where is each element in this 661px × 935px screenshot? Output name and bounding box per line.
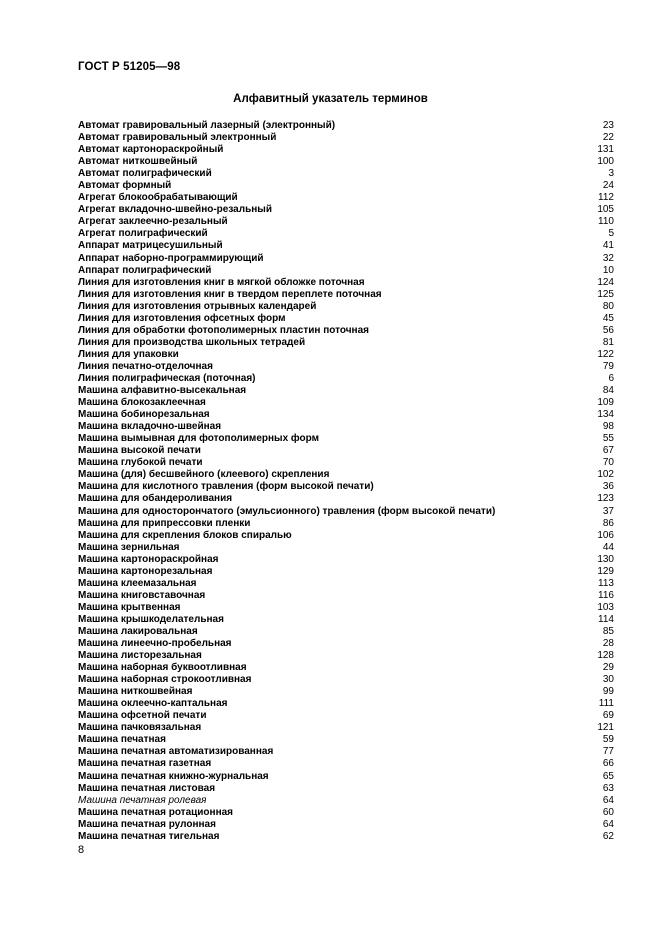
index-term: Машина для обандероливания	[78, 493, 233, 505]
index-page-ref: 36	[602, 481, 614, 493]
index-term: Машина печатная	[78, 734, 166, 746]
index-entry	[78, 506, 614, 518]
index-term: Агрегат блокообрабатывающий	[78, 192, 238, 204]
index-term: Машина печатная листовая	[78, 782, 216, 794]
index-page-ref: 114	[598, 613, 614, 625]
index-entry	[78, 313, 614, 325]
index-entry	[78, 566, 614, 578]
index-entry	[78, 578, 614, 590]
index-page-ref: 56	[602, 324, 614, 336]
index-entry	[78, 204, 614, 216]
index-entry	[78, 783, 614, 795]
index-term: Машина картонораскройная	[78, 553, 219, 565]
index-entry	[78, 301, 614, 313]
index-term: Машина глубокой печати	[78, 457, 203, 469]
index-entry	[78, 554, 614, 566]
index-page-ref: 122	[597, 348, 614, 360]
index-term: Линия для изготовления книг в мягкой обложке поточная	[78, 276, 365, 288]
index-entry	[78, 614, 614, 626]
index-page-ref: 111	[598, 698, 614, 710]
index-page-ref: 60	[602, 806, 614, 818]
index-entry	[78, 337, 614, 349]
index-entry	[78, 650, 614, 662]
index-page-ref: 84	[602, 385, 614, 397]
index-entry	[78, 493, 614, 505]
index-term: Автомат ниткошвейный	[78, 156, 198, 168]
index-page-ref: 131	[597, 144, 614, 156]
index-term: Машина алфавитно-высекальная	[78, 385, 247, 397]
index-term: Линия полиграфическая (поточная)	[78, 372, 256, 384]
index-entry	[78, 457, 614, 469]
index-page-ref: 112	[598, 192, 614, 204]
index-page-ref: 67	[602, 445, 614, 457]
index-entry	[78, 698, 614, 710]
index-entry	[78, 132, 614, 144]
index-page-ref: 103	[597, 601, 614, 613]
index-page-ref: 6	[608, 372, 614, 384]
index-term: Автомат гравировальный лазерный (электронный)	[78, 120, 336, 131]
index-term: Машина оклеечно-каптальная	[78, 698, 228, 710]
index-term: Машина книговставочная	[78, 589, 206, 601]
index-page-ref: 62	[602, 830, 614, 842]
index-term: Машина клеемазальная	[78, 577, 197, 589]
index-page-ref: 110	[598, 216, 614, 228]
index-term: Машина линеечно-пробельная	[78, 638, 232, 650]
index-page-ref: 123	[597, 493, 614, 505]
index-term: Машина ниткошвейная	[78, 686, 193, 698]
index-entry	[78, 421, 614, 433]
index-term: Машина печатная автоматизированная	[78, 746, 274, 758]
index-entry	[78, 349, 614, 361]
index-term: Машина (для) бесшвейного (клеевого) скрепления	[78, 469, 330, 481]
index-entry	[78, 758, 614, 770]
index-page-ref: 23	[602, 120, 614, 131]
index-page-ref: 81	[602, 336, 614, 348]
index-entry	[78, 662, 614, 674]
index-page-ref: 5	[608, 228, 614, 240]
index-page-ref: 66	[602, 758, 614, 770]
index-entry	[78, 674, 614, 686]
index-page-ref: 70	[602, 457, 614, 469]
index-term: Машина бобинорезальная	[78, 409, 210, 421]
index-term: Аппарат полиграфический	[78, 264, 212, 276]
index-page-ref: 69	[602, 710, 614, 722]
index-entry	[78, 530, 614, 542]
index-entry	[78, 433, 614, 445]
index-term: Машина печатная рулонная	[78, 818, 216, 830]
index-term: Автомат формный	[78, 180, 172, 192]
index-entry	[78, 228, 614, 240]
index-page-ref: 129	[597, 565, 614, 577]
index-page-ref: 65	[602, 770, 614, 782]
index-term: Автомат картонораскройный	[78, 144, 224, 156]
index-term: Автомат гравировальный электронный	[78, 132, 277, 144]
index-term: Аппарат матрицесушильный	[78, 240, 223, 252]
index-entry	[78, 722, 614, 734]
index-entry	[78, 638, 614, 650]
index-term: Линия для обработки фотополимерных пластин поточная	[78, 324, 369, 336]
index-term: Машина для скрепления блоков спиралью	[78, 529, 292, 541]
index-page-ref: 64	[602, 794, 614, 806]
index-entry	[78, 144, 614, 156]
index-entry	[78, 240, 614, 252]
index-entry	[78, 361, 614, 373]
term-index-list	[78, 120, 614, 843]
index-page-ref: 30	[602, 674, 614, 686]
index-page-ref: 98	[602, 421, 614, 433]
index-entry	[78, 542, 614, 554]
index-page-ref: 41	[602, 240, 614, 252]
index-term: Машина для кислотного травления (форм высокой печати)	[78, 481, 374, 493]
index-page-ref: 125	[597, 288, 614, 300]
index-term: Агрегат заклеечно-резальный	[78, 216, 228, 228]
index-entry	[78, 156, 614, 168]
index-term: Агрегат полиграфический	[78, 228, 208, 240]
index-page-ref: 77	[602, 746, 614, 758]
index-term: Машина офсетной печати	[78, 710, 207, 722]
index-entry	[78, 445, 614, 457]
index-term: Линия для изготовления отрывных календарей	[78, 300, 317, 312]
index-title: Алфавитный указатель терминов	[233, 93, 428, 105]
index-entry	[78, 795, 614, 807]
index-term: Машина печатная тигельная	[78, 830, 220, 842]
index-term: Машина листорезальная	[78, 650, 202, 662]
index-term: Машина пачковязальная	[78, 722, 202, 734]
index-page-ref: 102	[597, 469, 614, 481]
index-page-ref: 24	[602, 180, 614, 192]
index-entry	[78, 192, 614, 204]
index-entry	[78, 120, 614, 132]
index-term: Линия печатно-отделочная	[78, 360, 213, 372]
index-page-ref: 10	[602, 264, 614, 276]
index-entry	[78, 590, 614, 602]
index-page-ref: 55	[602, 433, 614, 445]
index-term: Машина вымывная для фотополимерных форм	[78, 433, 320, 445]
index-entry	[78, 602, 614, 614]
index-entry	[78, 277, 614, 289]
index-page-ref: 105	[597, 204, 614, 216]
index-term: Машина вкладочно-швейная	[78, 421, 222, 433]
index-page-ref: 37	[602, 505, 614, 517]
index-entry	[78, 746, 614, 758]
index-page-ref: 28	[602, 638, 614, 650]
index-page-ref: 45	[602, 312, 614, 324]
index-entry	[78, 265, 614, 277]
index-entry	[78, 807, 614, 819]
index-page-ref: 130	[597, 553, 614, 565]
index-term: Машина наборная буквоотливная	[78, 662, 247, 674]
index-page-ref: 109	[597, 397, 614, 409]
index-entry	[78, 216, 614, 228]
index-term: Линия для изготовления офсетных форм	[78, 312, 286, 324]
index-page-ref: 59	[602, 734, 614, 746]
index-page-ref: 99	[602, 686, 614, 698]
index-term: Машина высокой печати	[78, 445, 201, 457]
index-term: Машина лакировальная	[78, 625, 198, 637]
index-entry	[78, 385, 614, 397]
index-entry	[78, 289, 614, 301]
index-term: Машина крытвенная	[78, 601, 181, 613]
index-page-ref: 86	[602, 517, 614, 529]
index-entry	[78, 734, 614, 746]
index-entry	[78, 481, 614, 493]
index-entry	[78, 397, 614, 409]
index-entry	[78, 518, 614, 530]
index-entry	[78, 168, 614, 180]
index-entry	[78, 469, 614, 481]
index-term: Машина печатная ротационная	[78, 806, 234, 818]
index-page-ref: 63	[602, 782, 614, 794]
index-term: Машина картонорезальная	[78, 565, 213, 577]
index-entry	[78, 819, 614, 831]
index-term: Машина крышкоделательная	[78, 613, 224, 625]
index-page-ref: 79	[602, 360, 614, 372]
index-term: Машина печатная ролевая	[78, 794, 207, 806]
index-page-ref: 32	[602, 252, 614, 264]
index-term: Машина наборная строкоотливная	[78, 674, 252, 686]
index-entry	[78, 626, 614, 638]
index-entry	[78, 831, 614, 843]
index-entry	[78, 710, 614, 722]
index-entry	[78, 180, 614, 192]
index-term: Линия для изготовления книг в твердом переплете поточная	[78, 288, 382, 300]
index-page-ref: 106	[597, 529, 614, 541]
index-page-ref: 124	[597, 276, 614, 288]
index-entry	[78, 771, 614, 783]
index-term: Машина для припрессовки пленки	[78, 517, 251, 529]
index-term: Машина зернильная	[78, 541, 180, 553]
document-header: ГОСТ Р 51205—98	[78, 61, 181, 73]
index-entry	[78, 373, 614, 385]
index-page-ref: 22	[602, 132, 614, 144]
index-page-ref: 116	[598, 589, 614, 601]
index-page-ref: 121	[597, 722, 614, 734]
index-page-ref: 64	[602, 818, 614, 830]
index-page-ref: 80	[602, 300, 614, 312]
index-page-ref: 29	[602, 662, 614, 674]
index-page-ref: 3	[608, 168, 614, 180]
index-term: Линия для упаковки	[78, 348, 179, 360]
index-entry	[78, 409, 614, 421]
index-term: Машина печатная книжно-журнальная	[78, 770, 269, 782]
page-number: 8	[78, 844, 85, 856]
index-term: Аппарат наборно-программирующий	[78, 252, 264, 264]
index-page-ref: 100	[597, 156, 614, 168]
index-page-ref: 113	[598, 577, 614, 589]
index-page-ref: 85	[602, 625, 614, 637]
index-term: Машина для односторончатого (эмульсионного) травления (форм высокой печати)	[78, 505, 496, 517]
index-term: Агрегат вкладочно-швейно-резальный	[78, 204, 272, 216]
index-term: Машина блокозаклеечная	[78, 397, 206, 409]
index-page-ref: 128	[597, 650, 614, 662]
index-term: Линия для производства школьных тетрадей	[78, 336, 306, 348]
index-term: Автомат полиграфический	[78, 168, 212, 180]
index-page-ref: 44	[602, 541, 614, 553]
index-entry	[78, 325, 614, 337]
index-entry	[78, 253, 614, 265]
index-term: Машина печатная газетная	[78, 758, 212, 770]
index-entry	[78, 686, 614, 698]
index-page-ref: 134	[597, 409, 614, 421]
